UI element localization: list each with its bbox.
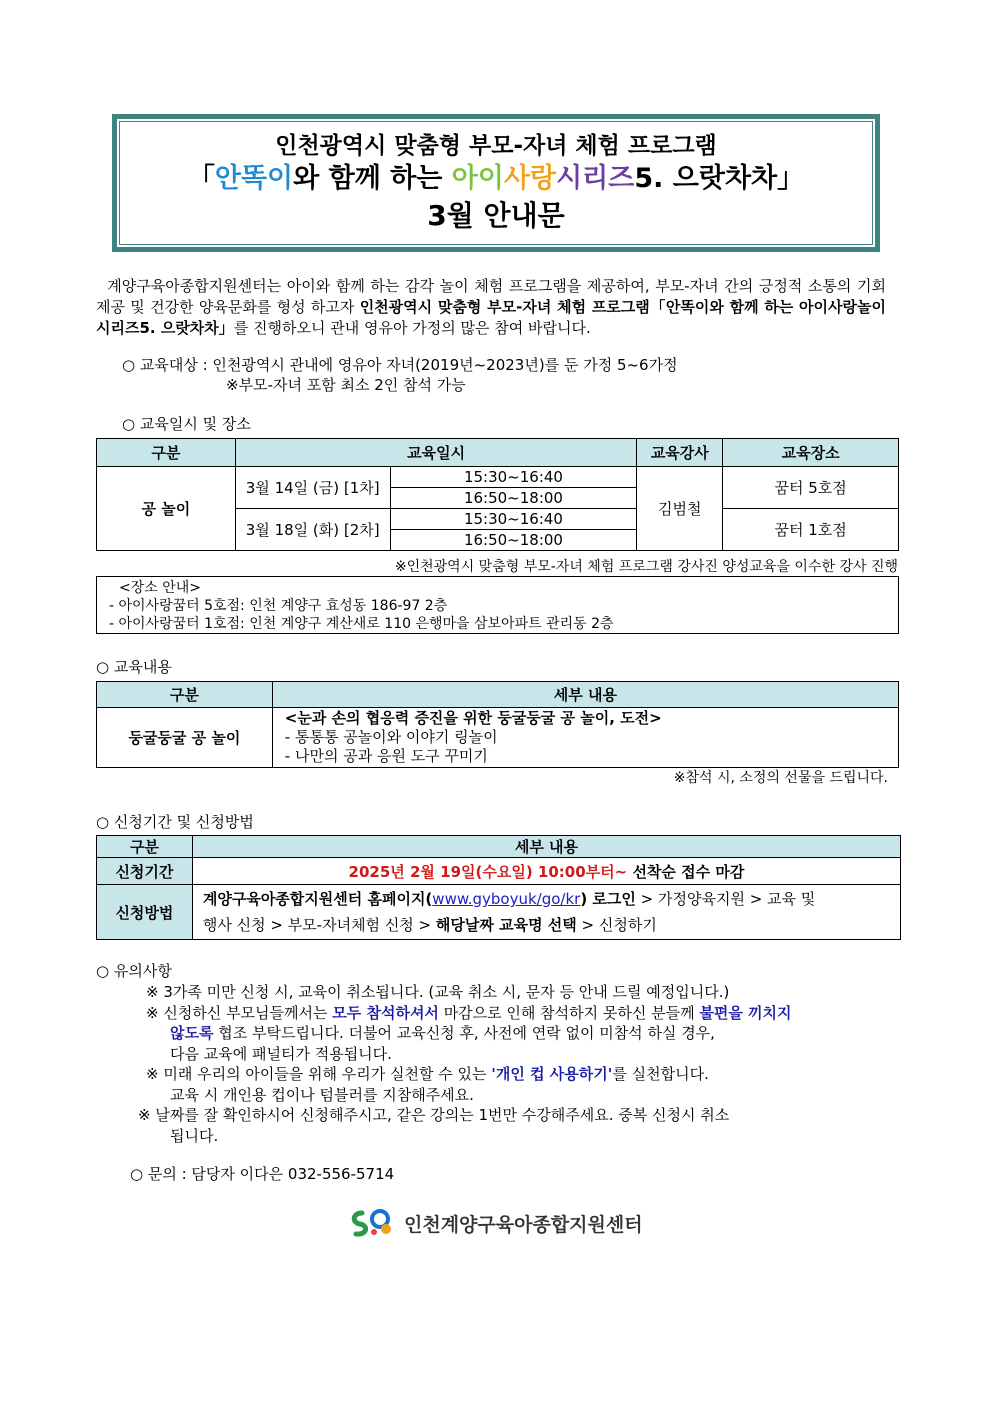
title-line2	[188, 161, 804, 197]
apply-method-path2: 행사 신청 > 부모-자녀체험 신청 >	[202, 916, 436, 934]
session2-time2: 16:50~18:00	[390, 530, 637, 551]
target-line1: ○ 교육대상 : 인천광역시 관내에 영유아 자녀(2019년~2023년)를 둔 가정 5~6가정	[122, 356, 678, 374]
schedule-heading: ○ 교육일시 및 장소	[122, 415, 251, 433]
intro-part2: 를 진행하오니 관내 영유아 가정의 많은 참여 바랍니다.	[233, 319, 591, 337]
places-item-2: - 아이사랑꿈터 1호점: 인천 계양구 계산새로 110 은행마을 삼보아파트 관리동 2층	[109, 616, 614, 632]
places-title: <장소 안내>	[119, 580, 202, 596]
content-category: 둥굴둥굴 공 놀이	[97, 708, 273, 768]
notice-heading: ○ 유의사항	[96, 962, 172, 980]
contact: ○ 문의 : 담당자 이다은 032-556-5714	[130, 1165, 395, 1183]
session1-place: 꿈터 5호점	[723, 467, 899, 509]
notice-3-line1: ※ 미래 우리의 아이들을 위해 우리가 실천할 수 있는 '개인 컵 사용하기'를 실천합니다.	[146, 1065, 709, 1083]
homepage-link[interactable]: www.gyboyuk/go/kr	[432, 890, 581, 908]
session1-time1: 15:30~16:40	[390, 467, 637, 488]
content-note: ※참석 시, 소정의 선물을 드립니다.	[673, 770, 888, 786]
content-header-category: 구분	[97, 682, 273, 708]
content-heading: ○ 교육내용	[96, 658, 172, 676]
places-item-1: - 아이사랑꿈터 5호점: 인천 계양구 효성동 186-97 2층	[109, 598, 448, 614]
apply-method-site: 계양구육아종합지원센터 홈페이지(	[202, 890, 433, 908]
notice-4-line1: ※ 날짜를 잘 확인하시어 신청해주시고, 같은 강의는 1번만 수강해주세요. 중복 신청시 취소	[138, 1106, 730, 1124]
apply-header-detail: 세부 내용	[192, 836, 900, 858]
target-line2: ※부모-자녀 포함 최소 2인 참석 가능	[226, 376, 466, 394]
footer-org-name: 인천계양구육아종합지원센터	[404, 1213, 643, 1236]
title-line1: 인천광역시 맞춤형 부모-자녀 체험 프로그램	[275, 133, 717, 159]
session2-date: 3월 18일 (화) [2차]	[235, 509, 390, 551]
schedule-header-datetime: 교육일시	[235, 439, 637, 467]
title-box	[112, 114, 880, 252]
intro-bold: 인천광역시 맞춤형 부모-자녀 체험 프로그램「안똑이와 함께 하는 아이사랑놀이시리즈5. 으랏차차」	[96, 298, 886, 337]
session2-time1: 15:30~16:40	[390, 509, 637, 530]
notice-4-line2: 됩니다.	[170, 1126, 219, 1145]
schedule-category: 공 놀이	[97, 467, 236, 551]
session1-time2: 16:50~18:00	[390, 488, 637, 509]
apply-method-select: 해당날짜 교육명 선택	[435, 916, 577, 934]
org-logo-icon	[348, 1207, 398, 1239]
session1-date: 3월 14일 (금) [1차]	[235, 467, 390, 509]
intro-part1: 계양구육아종합지원센터는 아이와 함께 하는 감각 놀이 체험 프로그램을 제공하여, 부모-자녀 간의 긍정적 소통의 기회 제공 및 건강한 양육문화를 형성 하고자	[96, 277, 886, 316]
notice-2-line1: ※ 신청하신 부모님들께서는 모두 참석하셔서 마감으로 인해 참석하지 못하신 분들께 불편을 끼치지	[146, 1003, 792, 1022]
apply-period-label: 신청기간	[97, 858, 193, 885]
schedule-note: ※인천광역시 맞춤형 부모-자녀 체험 프로그램 강사진 양성교육을 이수한 강사 진행	[394, 559, 898, 575]
title-mascot: 안똑이	[214, 163, 294, 194]
apply-method-path1: > 가정양육지원 > 교육 및	[635, 890, 816, 908]
notice-list	[138, 982, 886, 1146]
notice-2-emph2: 불편을 끼치지	[699, 1003, 792, 1022]
notice-2-line2: 않도록 협조 부탁드립니다. 더불어 교육신청 후, 사전에 연락 없이 미참석 하실 경우,	[170, 1024, 715, 1042]
footer-logo	[348, 1206, 643, 1240]
apply-method-path3: > 신청하기	[576, 916, 657, 934]
apply-period-date: 2025년 2월 19일(수요일) 10:00부터~	[348, 862, 628, 881]
notice-2-emph3: 않도록	[170, 1024, 214, 1042]
apply-period-closing: 선착순 접수 마감	[627, 862, 745, 881]
notice-3-line2: 교육 시 개인용 컵이나 텀블러를 지참해주세요.	[170, 1085, 474, 1104]
schedule-header-instructor: 교육강사	[637, 439, 723, 467]
places-box	[96, 576, 899, 634]
content-header-detail: 세부 내용	[272, 682, 898, 708]
title-series-b: 사랑	[503, 163, 557, 194]
apply-period	[192, 858, 900, 885]
schedule-instructor: 김범철	[637, 467, 723, 551]
content-title: <눈과 손의 협응력 증진을 위한 둥굴둥굴 공 놀이, 도전>	[284, 709, 662, 727]
schedule-header-place: 교육장소	[723, 439, 899, 467]
apply-method	[192, 885, 900, 940]
title-bracket: 「	[187, 163, 215, 194]
notice-3-emph: '개인 컵 사용하기'	[491, 1065, 613, 1083]
apply-table	[96, 835, 901, 940]
intro-paragraph	[96, 276, 886, 339]
content-table	[96, 681, 899, 768]
notice-2-emph1: 모두 참석하셔서	[332, 1003, 439, 1022]
title-series-c: 시리즈	[556, 163, 635, 194]
apply-header-category: 구분	[97, 836, 193, 858]
notice-1: ※ 3가족 미만 신청 시, 교육이 취소됩니다. (교육 취소 시, 문자 등 안내 드릴 예정입니다.)	[146, 983, 730, 1001]
notice-2-line3: 다음 교육에 패널티가 적용됩니다.	[170, 1044, 392, 1063]
apply-heading: ○ 신청기간 및 신청방법	[96, 813, 254, 831]
title-with: 와 함께 하는	[293, 163, 452, 194]
title-line3: 3월 안내문	[427, 199, 565, 232]
content-detail	[272, 708, 898, 768]
title-series-num: 5. 으랏차차」	[634, 163, 805, 194]
apply-method-login: ) 로그인	[580, 890, 636, 908]
content-item-1: - 통통통 공놀이와 이야기 링놀이	[284, 728, 498, 746]
content-item-2: - 나만의 공과 응원 도구 꾸미기	[284, 747, 488, 765]
title-series-a: 아이	[451, 163, 504, 194]
title-inner	[119, 121, 873, 245]
schedule-table	[96, 438, 899, 551]
schedule-header-category: 구분	[97, 439, 236, 467]
apply-method-label: 신청방법	[97, 885, 193, 940]
session2-place: 꿈터 1호점	[723, 509, 899, 551]
